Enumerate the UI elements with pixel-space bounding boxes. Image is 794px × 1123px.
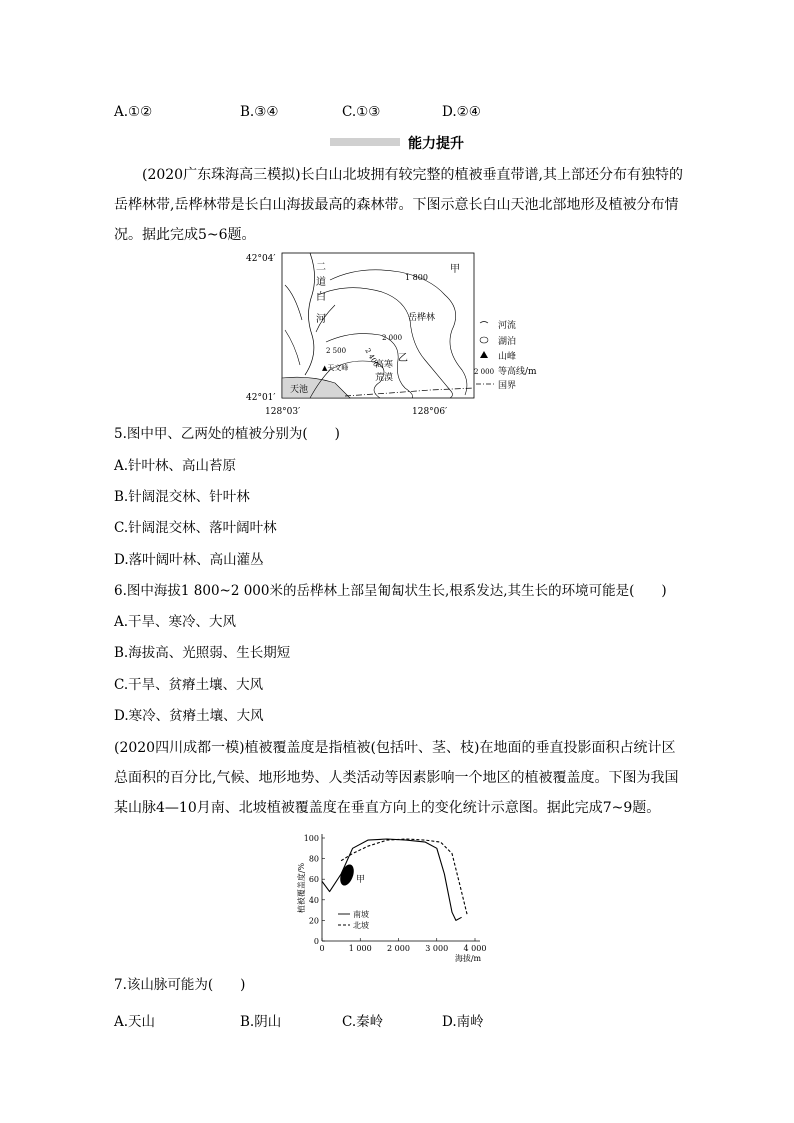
- q5-option-b: B.针阔混交林、针叶林: [114, 489, 250, 505]
- label-tianwen-peak: ▲天文峰: [322, 364, 349, 372]
- river-name-char-1: 二: [316, 262, 326, 273]
- intro-paragraph-1: (2020广东珠海高三模拟)长白山北坡拥有较完整的植被垂直带谱,其上部还分布有独特的岳桦林带,岳桦林带是长白山海拔最高的森林带。下图示意长白山天池北部地形及植被分布情况。据此完成5~6题。: [114, 167, 684, 243]
- label-yuehua: 岳桦林: [408, 313, 436, 323]
- q7-option-a: A.天山: [114, 1014, 156, 1030]
- option-b: B.③④: [240, 104, 279, 120]
- y-tick-label: 0: [313, 937, 319, 946]
- lat-bottom-label: 42°01′: [246, 393, 276, 403]
- intro-paragraph-2: (2020四川成都一模)植被覆盖度是指植被(包括叶、茎、枝)在地面的垂直投影面积占统计区总面积的百分比,气候、地形地势、人类活动等因素影响一个地区的植被覆盖度。下图为我国某山脉4—10月南、北坡植被覆盖度在垂直方向上的变化统计示意图。据此完成7~9题。: [114, 740, 679, 816]
- section-title: 能力提升: [408, 136, 464, 152]
- river-name-char-3: 白: [316, 292, 326, 303]
- label-gaohan: 高寒: [375, 360, 394, 370]
- option-d: D.②④: [442, 104, 481, 120]
- river-name-char-2: 道: [316, 277, 326, 288]
- label-yi: 乙: [398, 353, 408, 364]
- national-border: [345, 388, 474, 396]
- legend-contour: 等高线/m: [498, 367, 537, 377]
- legend-lake: 湖泊: [498, 337, 517, 347]
- annotation-jia: 甲: [356, 875, 366, 885]
- q6-option-b: B.海拔高、光照弱、生长期短: [114, 645, 291, 661]
- vegetation-coverage-chart: [290, 828, 510, 964]
- y-tick-label: 80: [308, 854, 319, 864]
- y-tick-label: 60: [308, 875, 319, 885]
- y-axis-label: 植被覆盖度/%: [297, 862, 306, 914]
- contour-label-1800: 1 800: [405, 273, 428, 282]
- label-huangmo: 荒漠: [375, 373, 394, 383]
- q6-option-a: A.干旱、寒冷、大风: [114, 614, 237, 630]
- x-tick-label: 3 000: [425, 944, 449, 953]
- x-tick-label: 2 000: [387, 944, 410, 953]
- option-c: C.①③: [342, 104, 381, 120]
- q6-stem: 6.图中海拔1 800~2 000米的岳桦林上部呈匍匐状生长,根系发达,其生长的环境可能是( ): [114, 583, 667, 599]
- lon-left-label: 128°03′: [265, 407, 301, 417]
- label-jia: 甲: [450, 264, 460, 275]
- q7-option-b: B.阴山: [240, 1014, 282, 1030]
- label-tianchi: 天池: [290, 385, 309, 395]
- legend-lake-icon: [480, 337, 488, 343]
- x-tick-label: 0: [319, 944, 325, 953]
- river-name-char-4: 河: [316, 314, 326, 325]
- option-a: A.①②: [114, 104, 153, 120]
- legend-river-icon: [480, 322, 488, 324]
- y-tick-label: 40: [308, 895, 319, 905]
- q5-stem: 5.图中甲、乙两处的植被分别为( ): [114, 426, 340, 442]
- q7-option-c: C.秦岭: [342, 1014, 384, 1030]
- x-tick-label: 1 000: [348, 944, 372, 953]
- q7-stem: 7.该山脉可能为( ): [114, 977, 246, 993]
- legend-north: 北坡: [353, 921, 369, 930]
- q5-option-d: D.落叶阔叶林、高山灌丛: [114, 552, 264, 568]
- legend-peak: 山峰: [498, 352, 517, 362]
- q7-option-d: D.南岭: [442, 1014, 484, 1030]
- q6-option-c: C.干旱、贫瘠土壤、大风: [114, 677, 264, 693]
- contour-label-2400: 2 400: [363, 347, 381, 369]
- x-axis-label: 海拔/m: [454, 954, 482, 963]
- legend-contour-value: 2 000: [474, 368, 495, 376]
- legend-river: 河流: [498, 321, 517, 331]
- x-tick-label: 4 000: [463, 944, 487, 953]
- contour-label-2500: 2 500: [326, 347, 347, 355]
- section-bar: [330, 138, 400, 146]
- legend-border: 国界: [498, 381, 517, 391]
- q5-option-a: A.针叶林、高山苔原: [114, 458, 237, 474]
- q6-option-d: D.寒冷、贫瘠土壤、大风: [114, 708, 264, 724]
- changbai-map: [240, 250, 550, 420]
- legend-peak-icon: [480, 351, 488, 358]
- y-tick-label: 20: [308, 916, 319, 926]
- contour-label-2000: 2 000: [382, 334, 403, 342]
- lat-top-label: 42°04′: [246, 254, 276, 264]
- lon-right-label: 128°06′: [412, 407, 448, 417]
- legend-south: 南坡: [353, 910, 369, 919]
- y-tick-label: 100: [303, 834, 319, 843]
- q5-option-c: C.针阔混交林、落叶阔叶林: [114, 520, 277, 536]
- river: [305, 253, 315, 375]
